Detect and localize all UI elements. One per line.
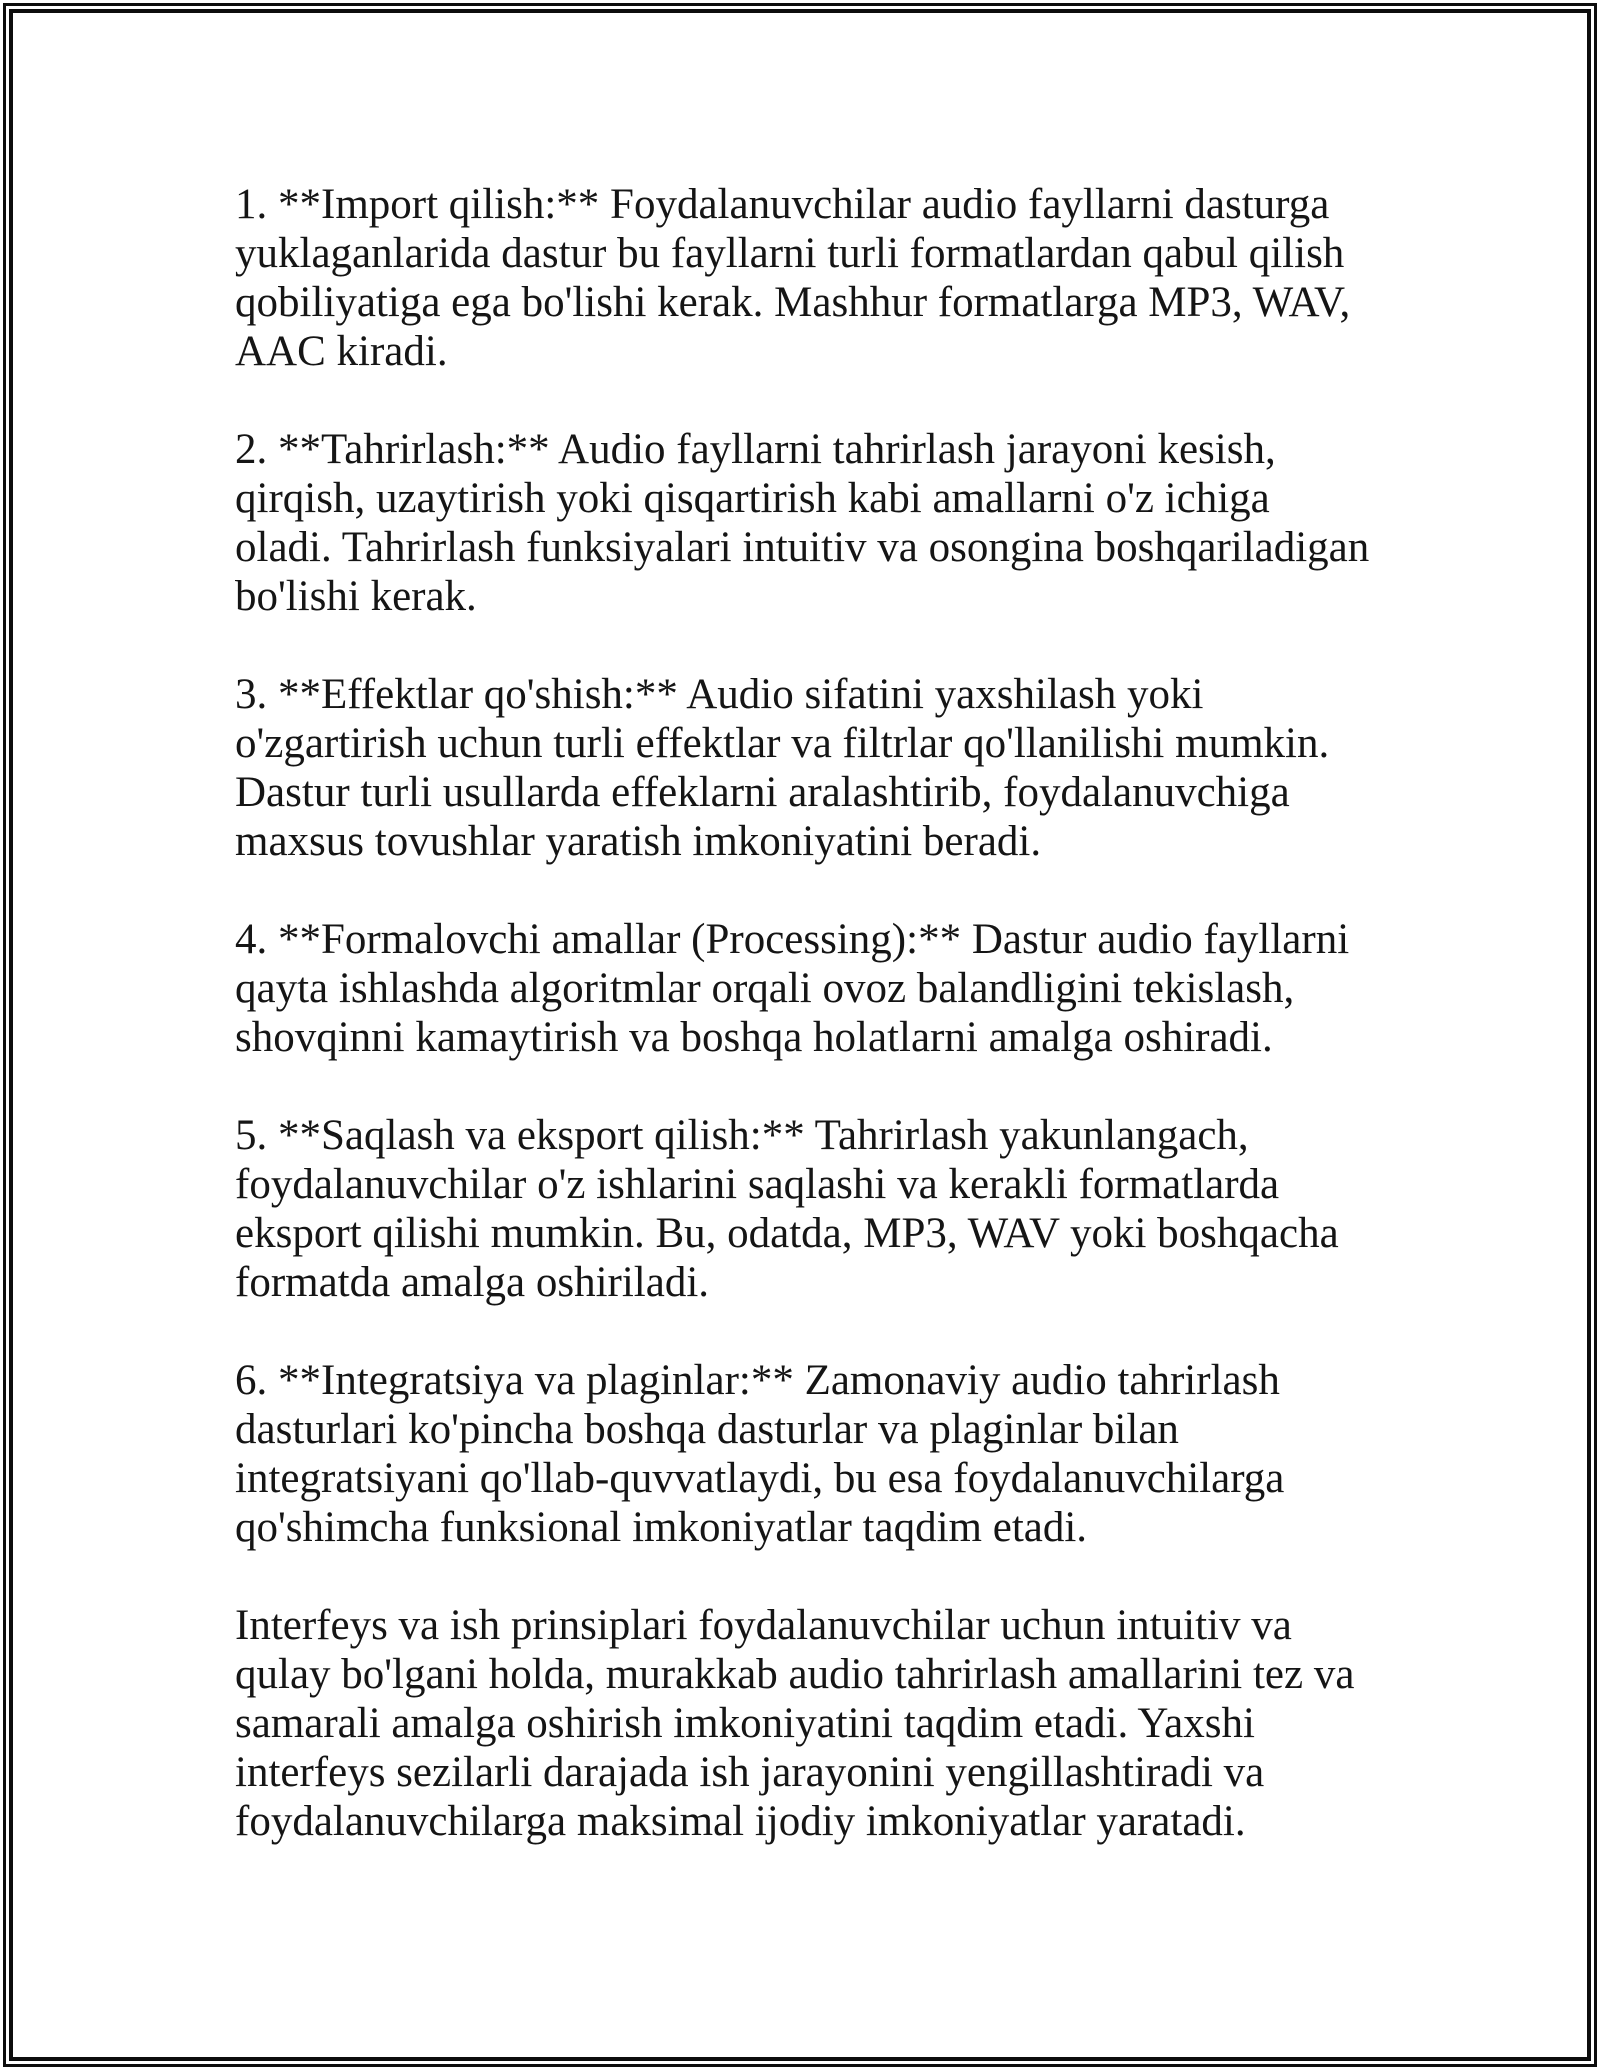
paragraph-import-qilish: 1. **Import qilish:** Foydalanuvchilar audio fayllarni dasturga yuklaganlarida dastur bu fayllarni turli formatlardan qabul qilish qobiliyatiga ega bo'lishi kerak. Mashhur formatlarga MP3, WAV, AAC kiradi. [235,181,1351,375]
paragraph-saqlash-eksport: 5. **Saqlash va eksport qilish:** Tahrirlash yakunlangach, foydalanuvchilar o'z ishlarini saqlashi va kerakli formatlarda eksport qilishi mumkin. Bu, odatda, MP3, WAV yoki boshqacha formatda amalga oshiriladi. [235,1112,1339,1306]
paragraph-interfeys-xulosa: Interfeys va ish prinsiplari foydalanuvchilar uchun intuitiv va qulay bo'lgani holda, murakkab audio tahrirlash amallarini tez va samarali amalga oshirish imkoniyatini taqdim etadi. Yaxshi interfeys sezilarli darajada ish jarayonini yengillashtiradi va foydalanuvchilarga maksimal ijodiy imkoniyatlar yaratadi. [235,1602,1355,1845]
paragraph-integratsiya-plaginlar: 6. **Integratsiya va plaginlar:** Zamonaviy audio tahrirlash dasturlari ko'pincha boshqa dasturlar va plaginlar bilan integratsiyani qo'llab-quvvatlaydi, bu esa foydalanuvchilarga qo'shimcha funksional imkoniyatlar taqdim etadi. [235,1357,1285,1551]
paragraph-formalovchi-amallar: 4. **Formalovchi amallar (Processing):** Dastur audio fayllarni qayta ishlashda algoritmlar orqali ovoz balandligini tekislash, shovqinni kamaytirish va boshqa holatlarni amalga oshiradi. [235,916,1350,1061]
document-body [235,180,1375,1895]
paragraph-tahrirlash: 2. **Tahrirlash:** Audio fayllarni tahrirlash jarayoni kesish, qirqish, uzaytirish yoki qisqartirish kabi amallarni o'z ichiga oladi. Tahrirlash funksiyalari intuitiv va osongina boshqariladigan bo'lishi kerak. [235,426,1370,620]
paragraph-effektlar-qoshish: 3. **Effektlar qo'shish:** Audio sifatini yaxshilash yoki o'zgartirish uchun turli effektlar va filtrlar qo'llanilishi mumkin. Dastur turli usullarda effeklarni aralashtirib, foydalanuvchiga maxsus tovushlar yaratish imkoniyatini beradi. [235,671,1330,865]
